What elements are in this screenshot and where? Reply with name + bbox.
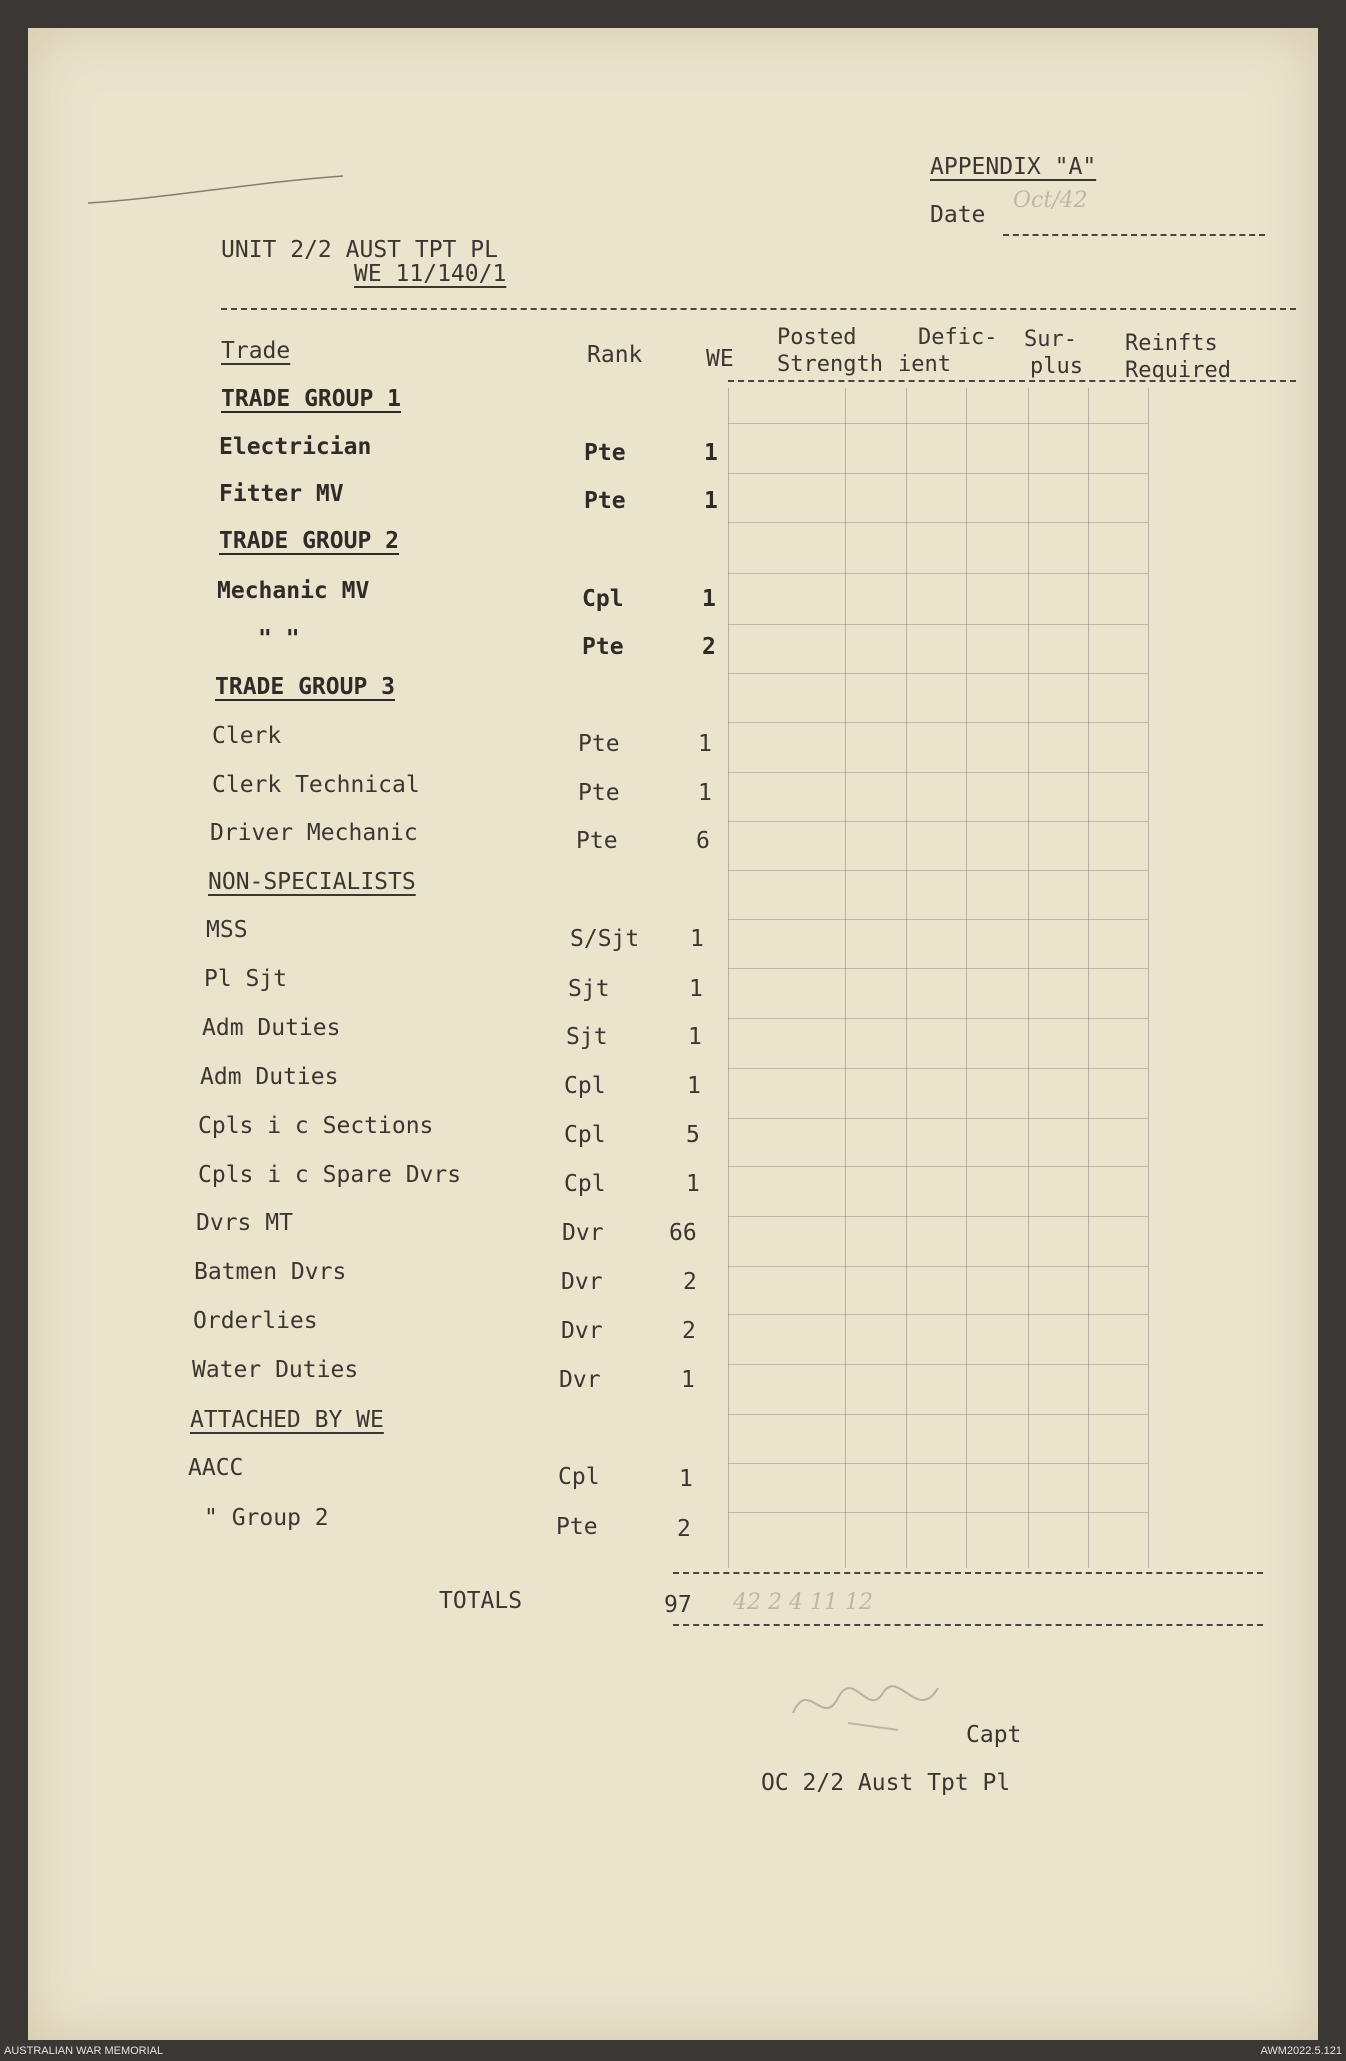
row-we: 5 (686, 1122, 700, 1148)
row-trade: " Group 2 (204, 1505, 329, 1531)
col-surplus-line1: Sur- (1024, 327, 1077, 352)
col-reinfts-line2: Required (1125, 358, 1231, 383)
row-we: 1 (690, 926, 704, 952)
pencil-signature (788, 1668, 968, 1748)
row-rank: Pte (584, 488, 626, 514)
row-we: 1 (698, 780, 712, 806)
row-we: 1 (687, 1073, 701, 1099)
row-we: 1 (681, 1367, 695, 1393)
totals-top-rule (673, 1572, 1263, 1574)
group-heading: TRADE GROUP 1 (221, 386, 402, 412)
row-we: 2 (682, 1318, 696, 1344)
row-rank: Dvr (559, 1367, 601, 1393)
row-trade: Orderlies (193, 1308, 318, 1334)
totals-pencil-marks: 42 2 4 11 12 (733, 1590, 873, 1615)
row-trade: Clerk Technical (212, 772, 420, 798)
col-reinforcements (1125, 330, 1231, 384)
totals-bottom-rule (673, 1624, 1263, 1626)
date-label: Date (930, 202, 986, 228)
appendix-label: APPENDIX "A" (930, 154, 1097, 180)
row-we: 1 (689, 976, 703, 1002)
row-rank: Cpl (582, 586, 624, 612)
group-heading: ATTACHED BY WE (190, 1407, 384, 1433)
row-we: 1 (686, 1171, 700, 1197)
row-rank: Dvr (561, 1318, 603, 1344)
row-trade: Dvrs MT (196, 1210, 293, 1236)
row-rank: Dvr (561, 1269, 603, 1295)
row-we: 2 (677, 1516, 691, 1542)
row-we: 1 (679, 1466, 693, 1492)
row-we: 1 (698, 731, 712, 757)
col-posted-line2: Strength (777, 352, 883, 377)
col-defic-line2: ient (898, 352, 951, 377)
col-we: WE (706, 346, 734, 372)
row-rank: S/Sjt (570, 926, 640, 952)
group-heading: TRADE GROUP 3 (215, 674, 396, 700)
header-bottom-rule (728, 380, 1296, 382)
col-reinfts-line1: Reinfts (1125, 331, 1218, 356)
row-trade: Adm Duties (202, 1015, 341, 1041)
row-trade: Driver Mechanic (210, 820, 418, 846)
row-we: 2 (702, 634, 716, 660)
we-reference: WE 11/140/1 (354, 261, 507, 287)
row-trade: Cpls i c Spare Dvrs (198, 1162, 462, 1188)
totals-we: 97 (664, 1592, 692, 1618)
row-trade: Electrician (219, 434, 372, 460)
col-posted-line1: Posted (777, 325, 857, 350)
col-trade: Trade (221, 338, 291, 364)
col-surplus-line2: plus (1030, 354, 1083, 379)
col-posted-strength (777, 324, 883, 378)
row-trade: Batmen Dvrs (194, 1259, 347, 1285)
row-rank: Cpl (558, 1464, 600, 1490)
totals-label: TOTALS (439, 1588, 523, 1614)
row-rank: Pte (578, 731, 620, 757)
row-rank: Sjt (568, 976, 610, 1002)
row-rank: Pte (578, 780, 620, 806)
footer-accession: AWM2022.5.121 (1260, 2045, 1342, 2057)
group-heading: NON-SPECIALISTS (208, 869, 416, 895)
row-rank: Cpl (564, 1073, 606, 1099)
row-trade: Fitter MV (219, 481, 344, 507)
row-trade: MSS (206, 917, 248, 943)
row-trade: AACC (188, 1455, 244, 1481)
unit-line: UNIT 2/2 AUST TPT PL (221, 237, 498, 263)
signature-title: OC 2/2 Aust Tpt Pl (761, 1770, 1011, 1796)
row-trade: Mechanic MV (217, 578, 370, 604)
row-trade: Adm Duties (200, 1064, 339, 1090)
row-rank: Pte (576, 828, 618, 854)
row-rank: Pte (584, 440, 626, 466)
row-rank: Dvr (562, 1220, 604, 1246)
row-trade: Water Duties (192, 1357, 359, 1383)
footer-institution: AUSTRALIAN WAR MEMORIAL (4, 2045, 164, 2057)
row-rank: Pte (556, 1514, 598, 1540)
row-we: 2 (683, 1269, 697, 1295)
header-top-rule (221, 308, 1296, 310)
col-rank: Rank (587, 342, 643, 368)
row-we: 1 (704, 440, 718, 466)
row-rank: Cpl (564, 1171, 606, 1197)
date-line (1003, 234, 1265, 236)
date-pencil-note: Oct/42 (1013, 188, 1088, 213)
row-trade: Cpls i c Sections (198, 1113, 434, 1139)
group-heading: TRADE GROUP 2 (219, 528, 400, 554)
row-we: 1 (688, 1024, 702, 1050)
pencil-stroke (88, 168, 348, 208)
col-defic-line1: Defic- (918, 325, 998, 350)
row-rank: Pte (582, 634, 624, 660)
row-rank: Sjt (566, 1024, 608, 1050)
row-trade: " " (258, 626, 300, 652)
signature-rank: Capt (966, 1722, 1022, 1748)
col-deficient (898, 324, 997, 378)
document-page (28, 28, 1318, 2040)
row-trade: Clerk (212, 723, 282, 749)
col-surplus (1024, 326, 1083, 380)
row-we: 1 (702, 586, 716, 612)
row-we: 1 (704, 488, 718, 514)
row-trade: Pl Sjt (204, 966, 288, 992)
row-we: 66 (669, 1220, 697, 1246)
row-we: 6 (696, 828, 710, 854)
row-rank: Cpl (564, 1122, 606, 1148)
